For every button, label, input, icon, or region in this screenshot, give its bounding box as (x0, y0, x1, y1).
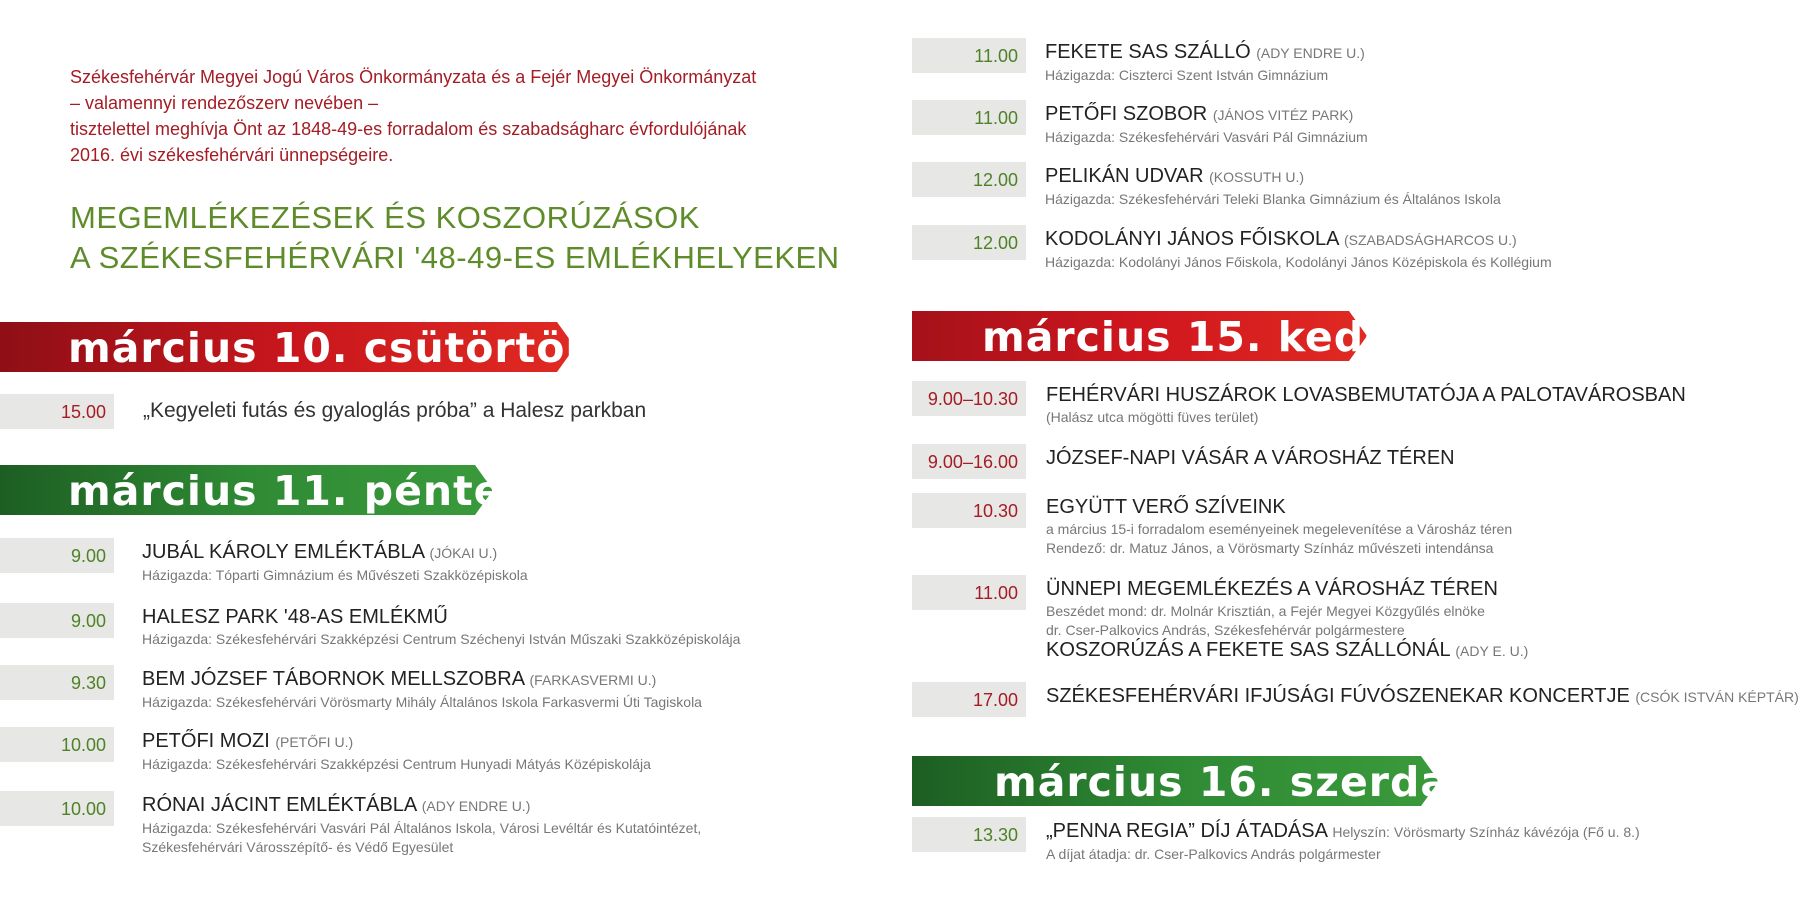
event-time: 9.00 (70, 611, 106, 631)
time-box (912, 575, 1026, 610)
event-location: (CSÓK ISTVÁN KÉPTÁR) (1635, 689, 1799, 705)
banner-march-16 (912, 756, 1450, 806)
event-time: 11.00 (974, 108, 1018, 128)
event-title: PETŐFI SZOBOR (1045, 103, 1208, 125)
event-note: Rendező: dr. Matuz János, a Vörösmarty Színház művészeti intendánsa (1046, 540, 1494, 556)
time-box (912, 444, 1026, 479)
banner-march-10 (0, 322, 594, 372)
banner-label: március 15. kedd (982, 313, 1395, 361)
time-box (912, 682, 1026, 717)
event-title: HALESZ PARK '48-AS EMLÉKMŰ (142, 606, 448, 628)
event-title: BEM JÓZSEF TÁBORNOK MELLSZOBRA (142, 668, 524, 690)
event-title: RÓNAI JÁCINT EMLÉKTÁBLA (142, 794, 417, 816)
event-location: (JÓKAI U.) (429, 545, 498, 561)
time-box (912, 381, 1026, 416)
time-box (912, 162, 1026, 197)
event-time: 12.00 (972, 233, 1018, 253)
event-note: a március 15-i forradalom eseményeinek megelevenítése a Városház téren (1046, 521, 1513, 537)
event-host: Házigazda: Székesfehérvári Szakképzési Centrum Széchenyi István Műszaki Szakközépiskolája (142, 631, 741, 647)
event-time: 15.00 (60, 402, 106, 422)
event-title-secondary: KOSZORÚZÁS A FEKETE SAS SZÁLLÓNÁL (1046, 639, 1450, 661)
event-host: Házigazda: Székesfehérvári Vasvári Pál Gimnázium (1045, 129, 1368, 145)
time-box (912, 225, 1026, 260)
event-note: (Halász utca mögötti füves terület) (1046, 409, 1259, 425)
event-host: Székesfehérvári Városszépítő- és Védő Egyesület (142, 839, 454, 855)
event-title: EGYÜTT VERŐ SZÍVEINK (1046, 496, 1286, 518)
event-location: (FARKASVERMI U.) (529, 672, 657, 688)
headline-line: A SZÉKESFEHÉRVÁRI '48-49-ES EMLÉKHELYEKEN (70, 240, 840, 275)
event-host: Házigazda: Székesfehérvári Teleki Blanka Gimnázium és Általános Iskola (1045, 191, 1501, 207)
event-note: Beszédet mond: dr. Molnár Krisztián, a Fejér Megyei Közgyűlés elnöke (1046, 603, 1485, 619)
time-box (0, 394, 114, 429)
event-time: 12.00 (972, 170, 1018, 190)
event-host: Házigazda: Tóparti Gimnázium és Művészeti Szakközépiskola (142, 567, 528, 583)
event-title: ÜNNEPI MEGEMLÉKEZÉS A VÁROSHÁZ TÉREN (1046, 578, 1498, 600)
event-location: (PETŐFI U.) (275, 734, 354, 750)
event-location: (KOSSUTH U.) (1209, 169, 1305, 185)
event-time: 9.00 (70, 546, 106, 566)
event-note: A díjat átadja: dr. Cser-Palkovics András polgármester (1046, 846, 1381, 862)
banner-label: március 16. szerda (994, 758, 1450, 806)
time-box (912, 493, 1026, 528)
time-box (912, 817, 1026, 852)
intro-line: – valamennyi rendezőszerv nevében – (70, 93, 379, 113)
event-host: Házigazda: Székesfehérvári Vasvári Pál Általános Iskola, Városi Levéltár és Kutatóintézet, (142, 820, 702, 836)
time-box (0, 791, 114, 826)
event-location: (ADY ENDRE U.) (1256, 45, 1365, 61)
headline-line: MEGEMLÉKEZÉSEK ÉS KOSZORÚZÁSOK (70, 200, 700, 235)
event-title: „Kegyeleti futás és gyaloglás próba” a Halesz parkban (143, 399, 647, 422)
event-title: KODOLÁNYI JÁNOS FŐISKOLA (1045, 228, 1339, 250)
time-box (0, 665, 114, 700)
event-host: Házigazda: Székesfehérvári Vörösmarty Mihály Általános Iskola Farkasvermi Úti Tagiskola (142, 694, 702, 710)
event-note: dr. Cser-Palkovics András, Székesfehérvár polgármestere (1046, 622, 1405, 638)
banner-march-15 (912, 311, 1395, 361)
time-box (912, 100, 1026, 135)
event-location: Helyszín: Vörösmarty Színház kávézója (Fő u. 8.) (1332, 824, 1640, 840)
event-time: 9.30 (70, 673, 106, 693)
banner-march-11 (0, 465, 531, 515)
event-host: Házigazda: Kodolányi János Főiskola, Kodolányi János Középiskola és Kollégium (1045, 254, 1552, 270)
event-time: 13.30 (972, 825, 1018, 845)
banner-label: március 11. péntek (68, 467, 531, 515)
event-title: „PENNA REGIA” DÍJ ÁTADÁSA (1046, 820, 1327, 842)
intro-line: 2016. évi székesfehérvári ünnepségeire. (70, 145, 394, 165)
event-time: 11.00 (974, 46, 1018, 66)
event-host: Házigazda: Ciszterci Szent István Gimnázium (1045, 67, 1329, 83)
event-location: (SZABADSÁGHARCOS U.) (1343, 232, 1517, 248)
event-time: 11.00 (974, 583, 1018, 603)
event-time: 9.00–16.00 (927, 452, 1018, 472)
time-box (0, 538, 114, 573)
event-title: JÓZSEF-NAPI VÁSÁR A VÁROSHÁZ TÉREN (1046, 447, 1455, 469)
intro-line: Székesfehérvár Megyei Jogú Város Önkormányzata és a Fejér Megyei Önkormányzat (70, 67, 757, 87)
intro-line: tisztelettel meghívja Önt az 1848-49-es forradalom és szabadságharc évfordulójának (70, 119, 747, 139)
event-title: JUBÁL KÁROLY EMLÉKTÁBLA (142, 541, 424, 563)
intro-text (70, 64, 850, 168)
time-box (912, 38, 1026, 73)
event-location: (ADY ENDRE U.) (421, 798, 531, 814)
event-title: SZÉKESFEHÉRVÁRI IFJÚSÁGI FÚVÓSZENEKAR KONCERTJE (1046, 685, 1630, 707)
event-time: 10.00 (60, 735, 106, 755)
event-title: PELIKÁN UDVAR (1045, 165, 1204, 187)
event-time: 9.00–10.30 (927, 389, 1018, 409)
event-host: Házigazda: Székesfehérvári Szakképzési Centrum Hunyadi Mátyás Középiskolája (142, 756, 651, 772)
time-box (0, 727, 114, 762)
banner-label: március 10. csütörtök (68, 324, 594, 372)
event-time: 10.00 (60, 799, 106, 819)
event-title: FEKETE SAS SZÁLLÓ (1045, 41, 1251, 63)
page-headline (70, 198, 840, 278)
event-time: 17.00 (972, 690, 1018, 710)
event-location: (ADY E. U.) (1455, 643, 1529, 659)
time-box (0, 603, 114, 638)
event-location: (JÁNOS VITÉZ PARK) (1212, 107, 1354, 123)
event-time: 10.30 (972, 501, 1018, 521)
event-title: PETŐFI MOZI (142, 730, 270, 752)
event-title: FEHÉRVÁRI HUSZÁROK LOVASBEMUTATÓJA A PALOTAVÁROSBAN (1046, 384, 1686, 406)
